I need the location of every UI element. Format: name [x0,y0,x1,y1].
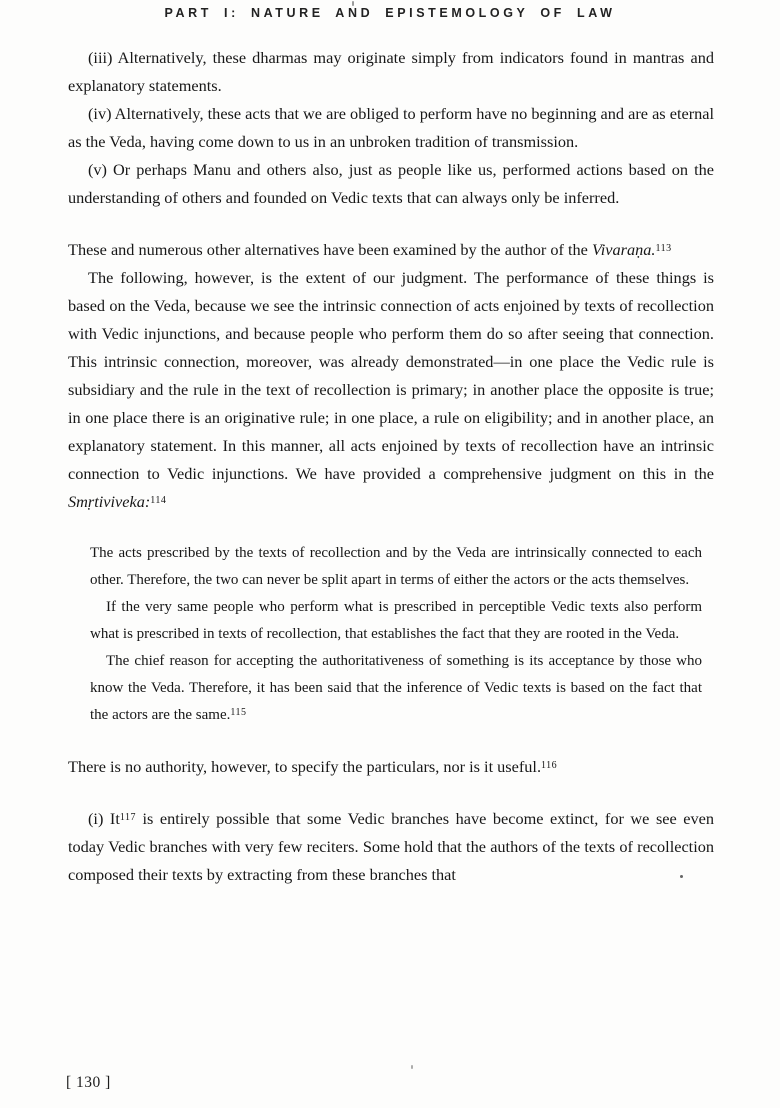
scan-speck [411,1065,413,1069]
block-quote [90,540,702,729]
body-paragraph [68,264,714,516]
body-paragraph [68,44,714,100]
text-run: The following, however, is the extent of our judgment. The performance of these things is based on the Veda, because we see the intrinsic connection of acts enjoined by texts of recollection with Vedic injunctions, and because people who perform them do so after seeing that connection. This intrinsic connection, moreover, was already demonstrated—in one place the Vedic rule is subsidiary and the rule in the text of recollection is primary; in another place the opposite is true; in one place there is an originative rule; in one place, a rule on eligibility; and in another place, an explanatory statement. In this manner, all acts enjoined by texts of recollection have an intrinsic connection to Vedic injunctions. We have provided a comprehensive judgment on this in the [68,268,714,483]
quote-paragraph [90,648,702,729]
text-run: (v) Or perhaps Manu and others also, just as people like us, performed actions based on the understanding of others and founded on Vedic texts that can always only be inferred. [68,160,714,207]
text-run: (iii) Alternatively, these dharmas may originate simply from indicators found in mantras and explanatory statements. [68,48,714,95]
footnote-reference: 116 [541,759,558,771]
body-paragraph [68,100,714,156]
text-run: If the very same people who perform what is prescribed in perceptible Vedic texts also perform what is prescribed in texts of recollection, that establishes the fact that they are rooted in the Veda. [90,599,702,642]
text-run: There is no authority, however, to specify the particulars, nor is it useful. [68,757,542,776]
footnote-reference: 115 [230,706,247,718]
body-paragraph [68,753,714,781]
text-run: These and numerous other alternatives have been examined by the author of the [68,240,592,259]
running-head: PART I: NATURE AND EPISTEMOLOGY OF LAW [164,6,616,20]
page-body [68,44,714,889]
body-paragraph [68,805,714,889]
work-title: Smṛtiviveka: [68,492,151,511]
work-title: Vivaraṇa. [591,240,656,259]
scan-speck [680,875,683,878]
footnote-reference: 114 [150,494,167,506]
body-paragraph [68,156,714,212]
quote-paragraph [90,594,702,648]
scan-speck [352,1,354,6]
text-run: (i) It [88,809,120,828]
text-run: is entirely possible that some Vedic branches have become extinct, for we see even today Vedic branches with very few reciters. Some hold that the authors of the texts of recollection composed their texts by extracting from these branches that [68,809,714,884]
body-paragraph [68,236,714,264]
footnote-reference: 117 [119,811,136,823]
page-number: [ 130 ] [66,1074,111,1091]
text-run: The chief reason for accepting the authoritativeness of something is its acceptance by those who know the Veda. Therefore, it has been said that the inference of Vedic texts is based on the fact that the actors are the same. [90,653,702,723]
footnote-reference: 113 [655,242,672,254]
text-run: The acts prescribed by the texts of recollection and by the Veda are intrinsically connected to each other. Therefore, the two can never be split apart in terms of either the actors or the acts themselves. [90,545,702,588]
text-run: (iv) Alternatively, these acts that we are obliged to perform have no beginning and are as eternal as the Veda, having come down to us in an unbroken tradition of transmission. [68,104,714,151]
quote-paragraph [90,540,702,594]
